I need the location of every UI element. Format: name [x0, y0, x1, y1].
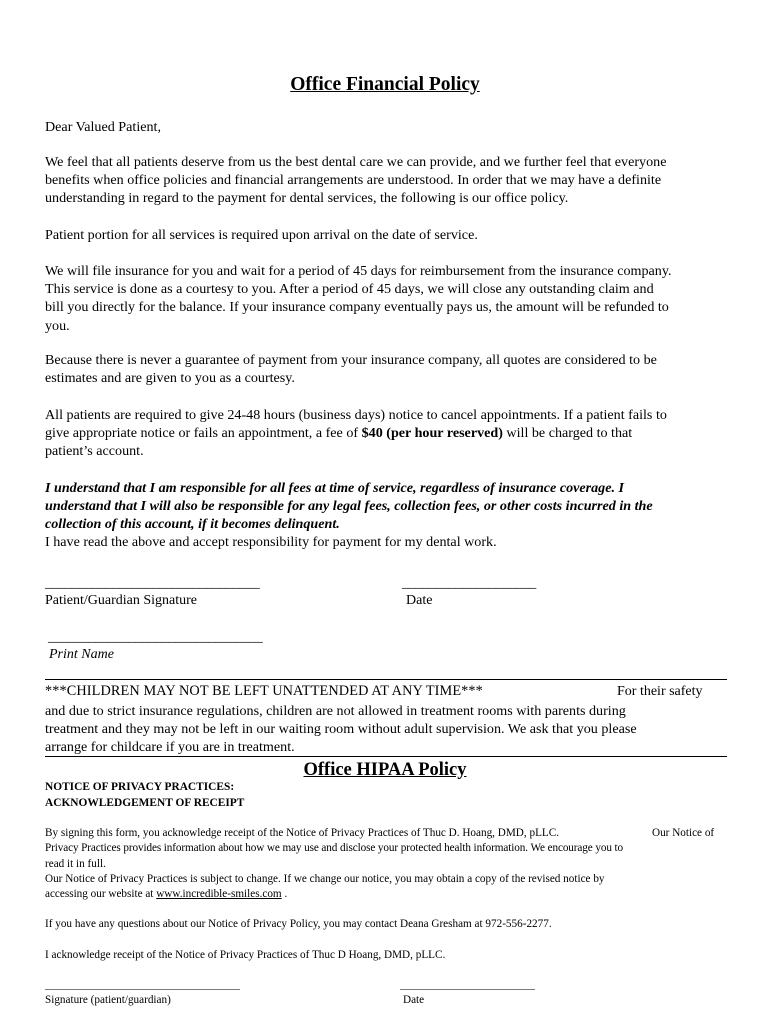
- signature-line[interactable]: ________________________________: [45, 576, 260, 591]
- children-warning-heading: ***CHILDREN MAY NOT BE LEFT UNATTENDED AT ANY TIME***: [45, 683, 483, 699]
- hipaa-signature-label: Signature (patient/guardian): [45, 994, 171, 1006]
- intro-line: understanding in regard to the payment for dental services, the following is our office policy.: [45, 190, 569, 207]
- questions-line: If you have any questions about our Notice of Privacy Policy, you may contact Deana Gresham at 972-556-2277.: [45, 918, 552, 930]
- children-warning-tail: For their safety: [617, 684, 703, 699]
- print-name-line[interactable]: ________________________________: [48, 630, 263, 645]
- children-paragraph: [45, 702, 725, 757]
- intro-line: benefits when office policies and financial arrangements are understood. In order that we may have a definite: [45, 172, 662, 189]
- estimates-line: Because there is never a guarantee of payment from your insurance company, all quotes are considered to be: [45, 352, 657, 368]
- cancellation-line: give appropriate notice or fails an appointment, a fee of $40 (per hour reserved) will be charged to that: [45, 425, 633, 442]
- hipaa-date-label: Date: [403, 994, 425, 1006]
- hipaa-body-line: Our Notice of: [652, 827, 715, 839]
- estimates-paragraph: [45, 351, 725, 387]
- accept-statement: I have read the above and accept responsibility for payment for my dental work.: [45, 534, 497, 550]
- notice-subheading: ACKNOWLEDGEMENT OF RECEIPT: [45, 797, 245, 809]
- financial-policy-title: Office Financial Policy: [290, 74, 480, 95]
- date-label: Date: [406, 593, 433, 608]
- notice-heading: NOTICE OF PRIVACY PRACTICES:: [45, 781, 235, 793]
- acknowledgement-line: collection of this account, if it becomes delinquent.: [45, 516, 340, 533]
- insurance-line: We will file insurance for you and wait for a period of 45 days for reimbursement from the insurance company.: [45, 263, 672, 279]
- date-line[interactable]: ____________________: [402, 576, 537, 591]
- cancellation-paragraph: [45, 406, 725, 461]
- signature-label: Patient/Guardian Signature: [45, 593, 198, 608]
- payment-paragraph: Patient portion for all services is required upon arrival on the date of service.: [45, 227, 478, 243]
- insurance-line: This service is done as a courtesy to you. After a period of 45 days, we will close any outstanding claim and: [45, 281, 654, 298]
- estimates-line: estimates and are given to you as a courtesy.: [45, 370, 295, 387]
- hipaa-body-line: Privacy Practices provides information about how we may use and disclose your protected health information. We encourage you to: [45, 842, 624, 854]
- children-line: treatment and they may not be left in our waiting room without adult supervision. We ask that you please: [45, 721, 637, 738]
- fee-amount: $40 (per hour reserved): [361, 425, 503, 442]
- children-line: arrange for childcare if you are in treatment.: [45, 739, 295, 756]
- cancellation-line: All patients are required to give 24-48 hours (business days) notice to cancel appointments. If a patient fails to: [45, 407, 667, 423]
- receipt-line: I acknowledge receipt of the Notice of Privacy Practices of Thuc D Hoang, DMD, pLLC.: [45, 949, 446, 961]
- acknowledgement-paragraph: [45, 479, 725, 534]
- hipaa-body-line: Our Notice of Privacy Practices is subject to change. If we change our notice, you may obtain a copy of the revised notice by: [45, 873, 605, 885]
- cancellation-line: patient’s account.: [45, 443, 144, 460]
- hipaa-signature-line[interactable]: _______________________________________: [45, 980, 240, 991]
- intro-paragraph: [45, 153, 725, 208]
- acknowledgement-line: understand that I will also be responsible for any legal fees, collection fees, or other costs incurred in the: [45, 498, 653, 515]
- hipaa-date-line[interactable]: ___________________________: [400, 980, 535, 991]
- intro-line: We feel that all patients deserve from us the best dental care we can provide, and we further feel that everyone: [45, 154, 667, 170]
- acknowledgement-line: I understand that I am responsible for all fees at time of service, regardless of insurance coverage. I: [45, 480, 624, 496]
- hipaa-body-line: accessing our website at www.incredible-smiles.com .: [45, 888, 288, 900]
- salutation: Dear Valued Patient,: [45, 119, 161, 135]
- insurance-line: you.: [45, 317, 70, 334]
- insurance-paragraph: [45, 262, 725, 335]
- hipaa-body-line: read it in full.: [45, 858, 106, 870]
- children-line: and due to strict insurance regulations, children are not allowed in treatment rooms with parents during: [45, 703, 626, 719]
- hipaa-policy-title: Office HIPAA Policy: [303, 760, 467, 780]
- insurance-line: bill you directly for the balance. If your insurance company eventually pays us, the amount will be refunded to: [45, 299, 669, 316]
- divider: [45, 679, 727, 680]
- hipaa-body-line: By signing this form, you acknowledge receipt of the Notice of Privacy Practices of Thuc D. Hoang, DMD, pLLC.: [45, 827, 559, 839]
- divider: [45, 756, 727, 757]
- print-name-label: Print Name: [49, 647, 114, 662]
- website-link[interactable]: www.incredible-smiles.com: [156, 888, 282, 900]
